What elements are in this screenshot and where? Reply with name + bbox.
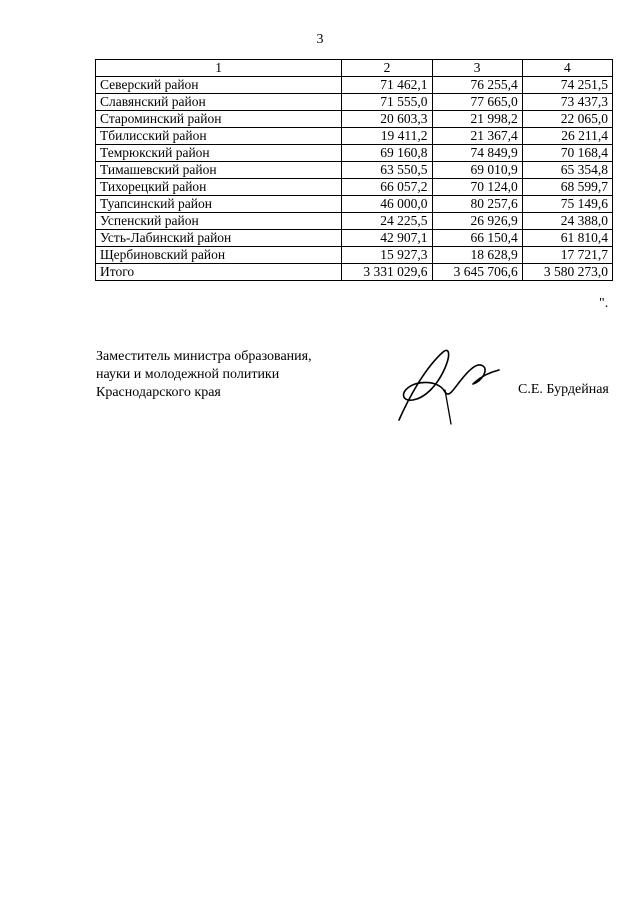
district-name: Северский район (96, 77, 342, 94)
table-row (96, 162, 613, 179)
value-cell: 26 211,4 (522, 128, 612, 145)
total-value-cell: 3 645 706,6 (432, 264, 522, 281)
value-cell: 71 462,1 (342, 77, 432, 94)
district-name: Тихорецкий район (96, 179, 342, 196)
signatory-title-line: науки и молодежной политики (96, 367, 280, 382)
value-cell: 24 388,0 (522, 213, 612, 230)
table-row (96, 213, 613, 230)
value-cell: 42 907,1 (342, 230, 432, 247)
value-cell: 24 225,5 (342, 213, 432, 230)
handwritten-signature (385, 340, 515, 430)
district-name: Щербиновский район (96, 247, 342, 264)
value-cell: 19 411,2 (342, 128, 432, 145)
value-cell: 26 926,9 (432, 213, 522, 230)
column-header: 3 (432, 60, 522, 77)
value-cell: 66 150,4 (432, 230, 522, 247)
total-label: Итого (96, 264, 342, 281)
total-row (96, 264, 613, 281)
value-cell: 74 849,9 (432, 145, 522, 162)
table-row (96, 128, 613, 145)
table-row (96, 196, 613, 213)
value-cell: 74 251,5 (522, 77, 612, 94)
closing-quote: ". (599, 296, 609, 311)
total-value-cell: 3 580 273,0 (522, 264, 612, 281)
value-cell: 66 057,2 (342, 179, 432, 196)
value-cell: 22 065,0 (522, 111, 612, 128)
page-number: 3 (316, 32, 324, 47)
value-cell: 75 149,6 (522, 196, 612, 213)
district-name: Славянский район (96, 94, 342, 111)
value-cell: 71 555,0 (342, 94, 432, 111)
value-cell: 77 665,0 (432, 94, 522, 111)
district-name: Туапсинский район (96, 196, 342, 213)
value-cell: 20 603,3 (342, 111, 432, 128)
value-cell: 46 000,0 (342, 196, 432, 213)
table-row (96, 230, 613, 247)
value-cell: 61 810,4 (522, 230, 612, 247)
signatory-title-line: Краснодарского края (96, 385, 221, 400)
value-cell: 65 354,8 (522, 162, 612, 179)
column-header: 4 (522, 60, 612, 77)
value-cell: 21 367,4 (432, 128, 522, 145)
district-name: Староминский район (96, 111, 342, 128)
table-row (96, 247, 613, 264)
table-row (96, 94, 613, 111)
table-row (96, 179, 613, 196)
table-header-row (96, 60, 613, 77)
value-cell: 70 168,4 (522, 145, 612, 162)
column-header: 2 (342, 60, 432, 77)
table-row (96, 145, 613, 162)
value-cell: 73 437,3 (522, 94, 612, 111)
value-cell: 17 721,7 (522, 247, 612, 264)
total-value-cell: 3 331 029,6 (342, 264, 432, 281)
value-cell: 68 599,7 (522, 179, 612, 196)
value-cell: 69 160,8 (342, 145, 432, 162)
district-name: Усть-Лабинский район (96, 230, 342, 247)
district-name: Темрюкский район (96, 145, 342, 162)
table-row (96, 77, 613, 94)
district-name: Успенский район (96, 213, 342, 230)
value-cell: 76 255,4 (432, 77, 522, 94)
value-cell: 21 998,2 (432, 111, 522, 128)
table-row (96, 111, 613, 128)
value-cell: 70 124,0 (432, 179, 522, 196)
budget-table (95, 59, 613, 281)
column-header: 1 (96, 60, 342, 77)
value-cell: 15 927,3 (342, 247, 432, 264)
signatory-title-line: Заместитель министра образования, (96, 349, 312, 364)
value-cell: 69 010,9 (432, 162, 522, 179)
district-name: Тимашевский район (96, 162, 342, 179)
district-name: Тбилисский район (96, 128, 342, 145)
value-cell: 63 550,5 (342, 162, 432, 179)
value-cell: 80 257,6 (432, 196, 522, 213)
value-cell: 18 628,9 (432, 247, 522, 264)
signer-name: С.Е. Бурдейная (518, 382, 609, 397)
signatory-title (96, 348, 312, 402)
